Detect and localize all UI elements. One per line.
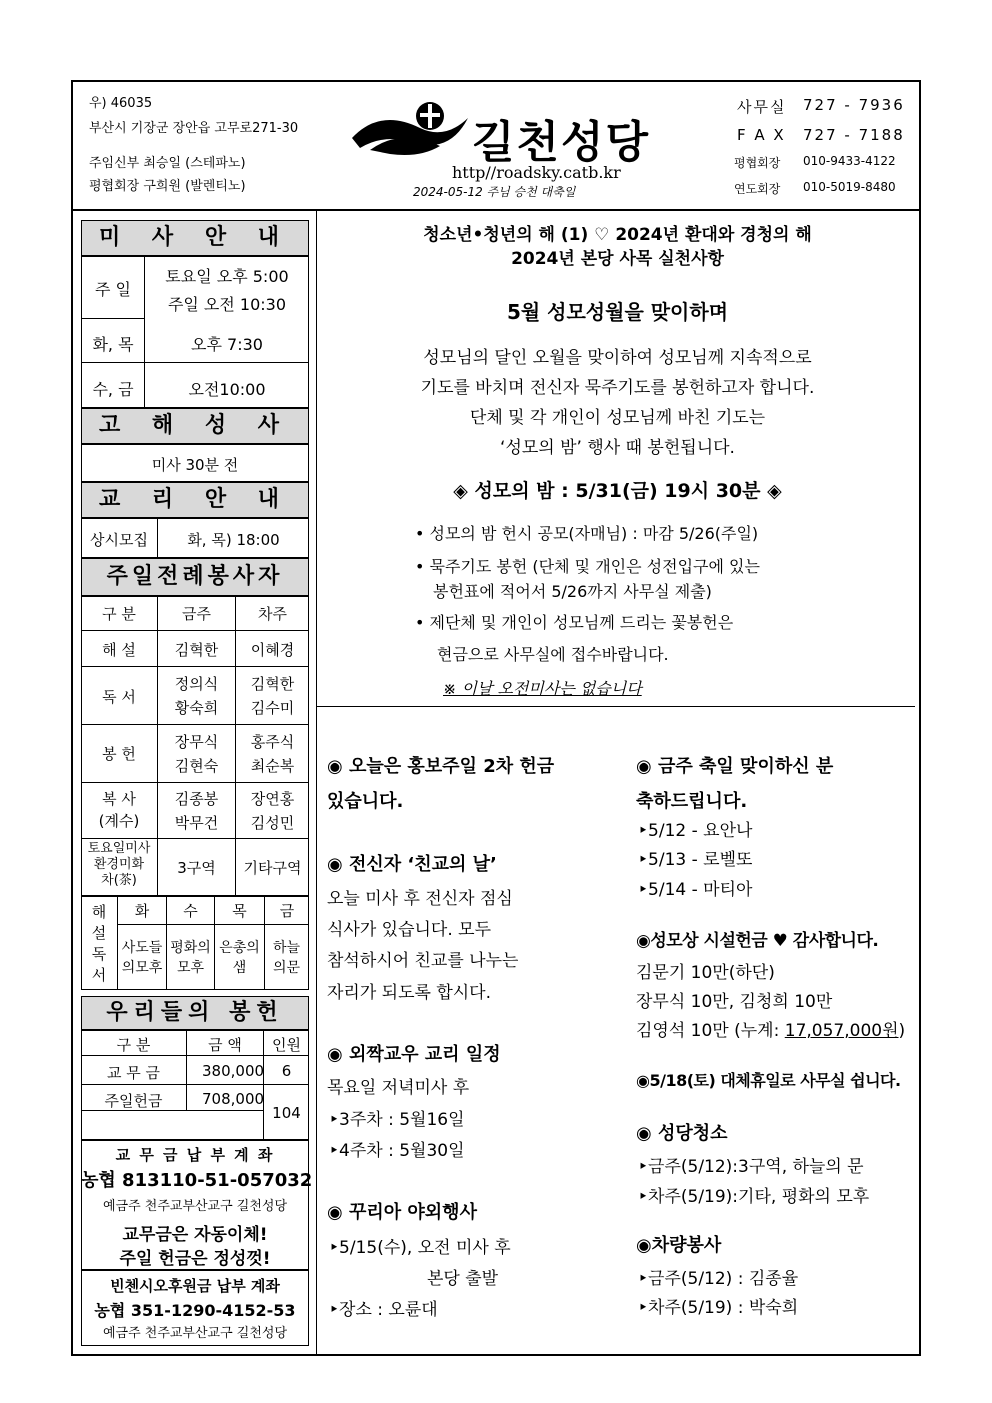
weekday-day: 수 (183, 902, 198, 920)
donation-item: 김문기 10만(하단) (636, 963, 775, 983)
car-service-item: ‣금주(5/12) : 김종율 (638, 1269, 799, 1289)
weekday-group: 은총의 샘 (219, 940, 260, 976)
feast-item: ‣5/12 - 요안나 (638, 821, 753, 841)
weekday-day: 목 (232, 902, 247, 920)
offering-label: 주일헌금 (104, 1092, 163, 1110)
offering-title: 우리들의 봉헌 (81, 996, 309, 1030)
fellowship-text: 참석하시어 친교를 나누는 (327, 951, 519, 971)
church-name: 길천성당 (472, 117, 651, 168)
server-next: 장연홍 김성민 (250, 790, 295, 832)
server-role: 봉 헌 (102, 745, 136, 763)
server-this: 장무식 김현숙 (174, 733, 219, 775)
pastor: 주임신부 최승일 (스테파노) (89, 156, 246, 171)
cold-text: ‣4주차 : 5월30일 (329, 1141, 465, 1161)
fellowship-title: ◉ 전신자 ‘친교의 날’ (327, 854, 497, 875)
curia-text: ‣5/15(수), 오전 미사 후 (329, 1238, 511, 1258)
confession-title: 고 해 성 사 (81, 408, 309, 444)
council-pres-label: 평협회장 (734, 156, 781, 170)
account-number: 농협 813110-51-057032 (81, 1170, 313, 1191)
donation-text: 김영석 10만 (누계: (636, 1021, 785, 1041)
may-paragraph: 성모님의 달인 오월을 맞이하여 성모님께 지속적으로 (423, 348, 812, 368)
account-title: 교 무 금 납 부 계 좌 (115, 1146, 275, 1164)
account-holder: 예금주 천주교부산교구 길천성당 (102, 1199, 288, 1214)
servers-head-this: 금주 (182, 605, 211, 623)
church-logo-icon (350, 98, 470, 158)
feast-subtitle: 축하드립니다. (636, 791, 748, 812)
offering-label: 교 무 금 (106, 1064, 160, 1082)
sunday-offering-note: 주일 헌금은 정성껏! (119, 1249, 271, 1269)
promo-title-cont: 있습니다. (327, 791, 404, 812)
donation-title: ◉성모상 시설헌금 ♥ 감사합니다. (636, 931, 879, 951)
car-service-item: ‣차주(5/19) : 박숙희 (638, 1298, 799, 1318)
weekday-group: 사도들 의모후 (121, 940, 163, 976)
feast-item: ‣5/13 - 로벨또 (638, 850, 753, 870)
server-this: 정의식 황숙희 (174, 675, 219, 717)
server-next: 홍주식 최순복 (250, 733, 295, 775)
saturday-time: 토요일 오후 5:00 (165, 267, 289, 286)
weekday-day: 금 (279, 902, 295, 920)
fax-number: 727 - 7188 (803, 126, 905, 144)
wed-fri-label: 수, 금 (92, 380, 134, 399)
car-service-title: ◉차량봉사 (636, 1235, 722, 1256)
donation-paren: ) (898, 1021, 906, 1041)
donation-item: 장무식 10만, 김청희 10만 (636, 992, 833, 1012)
no-mass-note: ※ 이날 오전미사는 없습니다 (443, 679, 642, 698)
yeondo-number: 010-5019-8480 (803, 180, 896, 194)
sunday-time: 주일 오전 10:30 (167, 295, 287, 314)
bulletin-date: 2024-05-12 주님 승천 대축일 (413, 185, 576, 199)
may-paragraph: 단체 및 각 개인이 성모님께 바친 기도는 (469, 408, 766, 428)
server-role: 복 사 (계수) (98, 790, 140, 830)
server-this: 김혁한 (174, 641, 219, 659)
cold-title: ◉ 외짝교우 교리 일정 (327, 1044, 501, 1065)
servers-head-role: 구 분 (102, 605, 136, 623)
weekday-day: 화 (134, 902, 150, 920)
fellowship-text: 식사가 있습니다. 모두 (327, 920, 492, 940)
bullet-item-cont: 현금으로 사무실에 접수바랍니다. (437, 645, 669, 664)
tue-thu-time: 오후 7:30 (191, 335, 263, 354)
fellowship-text: 자리가 되도록 합시다. (327, 983, 492, 1003)
server-next: 기타구역 (243, 859, 302, 877)
council-pres-number: 010-9433-4122 (803, 154, 896, 168)
weekday-role: 해 설 독 서 (91, 903, 107, 984)
office-label: 사무실 (737, 98, 787, 116)
bullet-item: • 묵주기도 봉헌 (단체 및 개인은 성전입구에 있는 (415, 557, 760, 576)
server-this: 김종봉 박무건 (174, 790, 219, 832)
weekday-group: 평화의 모후 (170, 940, 211, 976)
catechism-time: 화, 목) 18:00 (187, 531, 280, 549)
fellowship-text: 오늘 미사 후 전신자 점심 (327, 889, 513, 909)
promo-title: ◉ 오늘은 홍보주일 2차 헌금 (327, 756, 555, 777)
offering-head-count: 인원 (272, 1036, 301, 1054)
cleaning-item: ‣차주(5/19):기타, 평화의 모후 (638, 1187, 870, 1207)
donation-item (636, 1016, 905, 1041)
bullet-item: • 성모의 밤 헌시 공모(자매님) : 마감 5/26(주일) (415, 524, 759, 543)
header-divider (71, 209, 921, 211)
cold-text: 목요일 저녁미사 후 (327, 1078, 470, 1098)
feast-title: ◉ 금주 축일 맞이하신 분 (636, 756, 834, 777)
section-divider (317, 706, 915, 707)
vincent-title: 빈첸시오후원금 납부 계좌 (110, 1277, 280, 1295)
server-next: 이혜경 (250, 641, 295, 659)
catechism-title: 교 리 안 내 (81, 482, 309, 518)
may-paragraph: 기도를 바치며 전신자 묵주기도를 봉헌하고자 합니다. (420, 378, 815, 398)
wed-fri-time: 오전10:00 (188, 380, 266, 399)
sunday-label: 주 일 (95, 280, 131, 299)
confession-time: 미사 30분 전 (151, 456, 239, 474)
weekday-group: 하늘 의문 (272, 940, 301, 976)
website-link[interactable]: http//roadsky.catb.kr (452, 163, 621, 182)
bullet-item-cont: 봉헌표에 적어서 5/26까지 사무실 제출) (433, 582, 712, 601)
offering-count: 104 (272, 1104, 301, 1122)
server-next: 김혁한 김수미 (250, 675, 295, 717)
yeondo-label: 연도회장 (734, 182, 781, 196)
servers-head-next: 차주 (258, 605, 287, 623)
feast-item: ‣5/14 - 마티아 (638, 880, 753, 900)
fax-label: F A X (737, 126, 786, 144)
night-title: ◈ 성모의 밤 : 5/31(금) 19시 30분 ◈ (453, 480, 782, 502)
cleaning-title: ◉ 성당청소 (636, 1123, 728, 1144)
server-role: 해 설 (102, 641, 136, 659)
may-paragraph: ‘성모의 밤’ 행사 때 봉헌됩니다. (500, 438, 735, 458)
mass-title: 미 사 안 내 (81, 220, 309, 256)
vincent-holder: 예금주 천주교부산교구 길천성당 (102, 1326, 288, 1341)
postcode: 우) 46035 (89, 96, 153, 111)
offering-count: 6 (281, 1062, 292, 1080)
office-number: 727 - 7936 (803, 96, 905, 114)
column-divider (316, 210, 317, 1356)
curia-text: 본당 출발 (427, 1269, 499, 1289)
offering-amount: 380,000 (202, 1062, 265, 1080)
offering-amount: 708,000 (202, 1090, 265, 1108)
auto-transfer-note: 교무금은 자동이체! (122, 1225, 268, 1245)
curia-text: ‣장소 : 오륜대 (329, 1300, 438, 1320)
council-president: 평협회장 구희원 (발렌티노) (89, 179, 246, 194)
offering-head-amount: 금 액 (208, 1036, 242, 1054)
cleaning-item: ‣금주(5/12):3구역, 하늘의 문 (638, 1157, 864, 1177)
theme-line-1: 청소년•청년의 해 (1) ♡ 2024년 환대와 경청의 해 (423, 225, 812, 245)
server-this: 3구역 (177, 859, 216, 877)
catechism-label: 상시모집 (90, 531, 148, 549)
address: 부산시 기장군 장안읍 고무로271-30 (89, 121, 299, 136)
server-role: 독 서 (102, 688, 136, 706)
server-role: 토요일미사 환경미화 차(茶) (87, 841, 151, 888)
tue-thu-label: 화, 목 (92, 335, 134, 354)
cold-text: ‣3주차 : 5월16일 (329, 1110, 465, 1130)
may-title: 5월 성모성월을 맞이하며 (506, 300, 729, 324)
donation-total: 17,057,000원 (784, 1021, 899, 1041)
vincent-number: 농협 351-1290-4152-53 (94, 1301, 296, 1320)
holiday-notice: ◉5/18(토) 대체휴일로 사무실 쉽니다. (636, 1071, 901, 1090)
offering-head-label: 구 분 (116, 1036, 151, 1054)
curia-title: ◉ 꾸리아 야외행사 (327, 1202, 477, 1223)
theme-line-2: 2024년 본당 사목 실천사항 (511, 249, 724, 269)
bullet-item: • 제단체 및 개인이 성모님께 드리는 꽃봉헌은 (415, 613, 734, 632)
servers-title: 주일전례봉사자 (81, 558, 309, 596)
